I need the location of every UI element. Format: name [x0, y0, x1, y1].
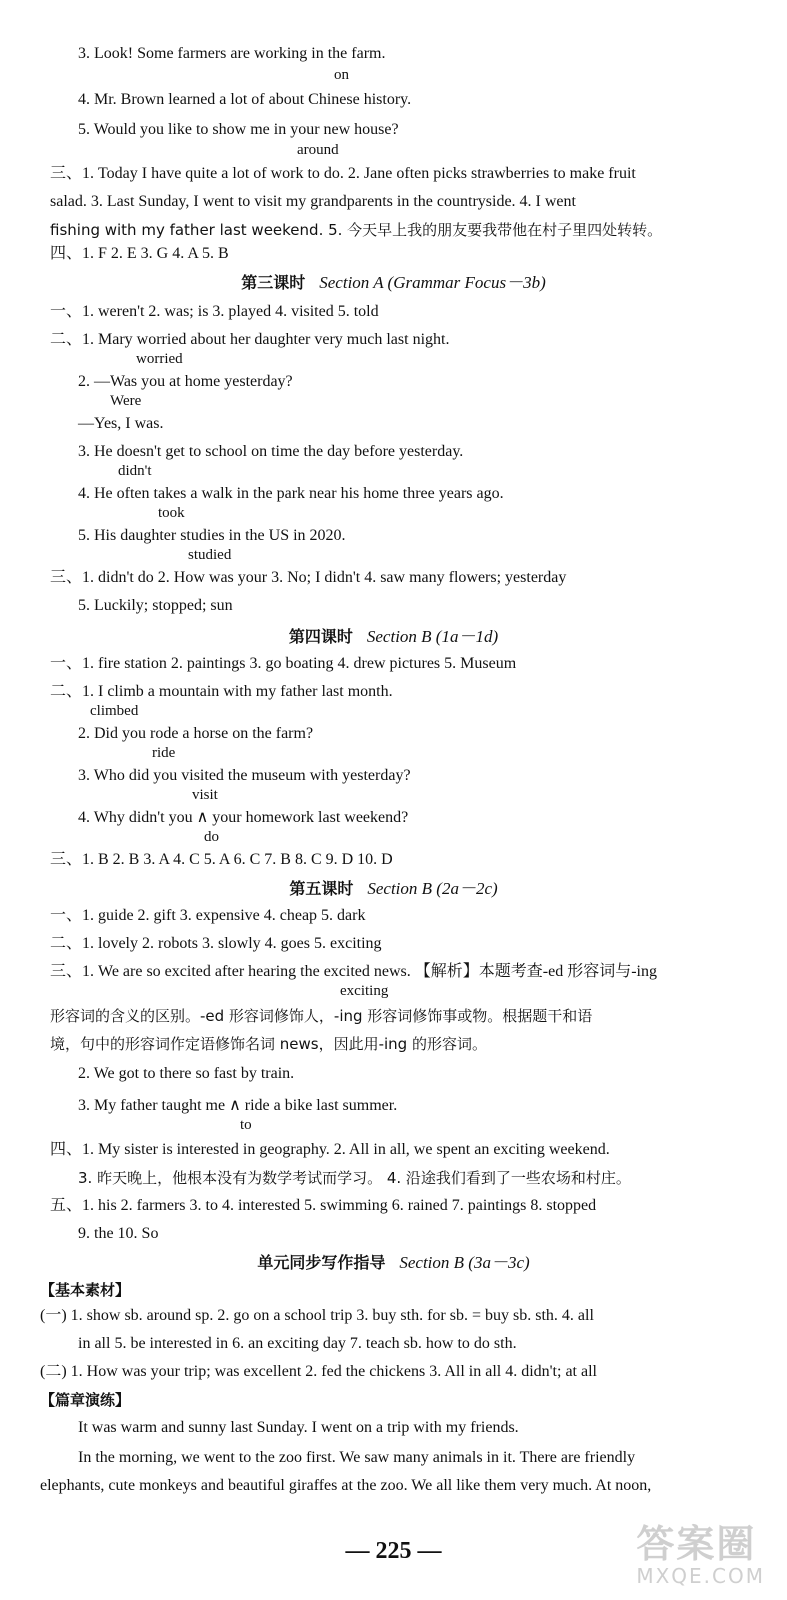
correction-around: around: [297, 142, 339, 158]
l4-part1: 一、1. fire station 2. paintings 3. go boating 4. drew pictures 5. Museum: [50, 655, 517, 672]
passage-line3: elephants, cute monkeys and beautiful giraffes at the zoo. We all like them very much. At noon,: [40, 1477, 652, 1494]
watermark-bottom: MXQE.COM: [636, 1564, 765, 1588]
lesson5-heading: [0, 878, 787, 900]
lesson5-heading-en: Section B (2a－2c): [367, 879, 498, 898]
l3-part3-line1: 三、1. didn't do 2. How was your 3. No; I didn't 4. saw many flowers; yesterday: [50, 569, 567, 586]
basic-material-title: 【基本素材】: [40, 1281, 131, 1299]
line-5-show: 5. Would you like to show me in your new house?: [78, 121, 399, 138]
l5-analysis-line2: 境，句中的形容词作定语修饰名词 news，因此用-ing 的形容词。: [50, 1035, 487, 1053]
material-part1-line1: (一) 1. show sb. around sp. 2. go on a school trip 3. buy sth. for sb. = buy sb. sth. 4. all: [40, 1307, 594, 1324]
l5-analysis-line1: 形容词的含义的区别。-ed 形容词修饰人，-ing 形容词修饰事或物。根据题干和语: [50, 1007, 593, 1025]
passage-line2: In the morning, we went to the zoo first. We saw many animals in it. There are friendly: [78, 1449, 636, 1466]
material-part2-line1: (二) 1. How was your trip; was excellent 2. fed the chickens 3. All in all 4. didn't; at all: [40, 1363, 597, 1380]
lesson3-heading: [0, 272, 787, 294]
l4-part2-q3: 3. Who did you visited the museum with yesterday?: [78, 767, 411, 784]
lesson5-heading-cn: 第五课时: [289, 879, 354, 898]
lesson4-heading-en: Section B (1a－1d): [366, 627, 499, 646]
section3-line3: fishing with my father last weekend. 5. 今天早上我的朋友要我带他在村子里四处转转。: [50, 221, 663, 239]
passage-line1: It was warm and sunny last Sunday. I went on a trip with my friends.: [78, 1419, 519, 1436]
writing-heading-en: Section B (3a－3c): [399, 1253, 530, 1272]
l3-correction-5: studied: [188, 547, 232, 563]
l5-correction-3: to: [240, 1117, 252, 1133]
l5-part4-line2: 3. 昨天晚上，他根本没有为数学考试而学习。 4. 沿途我们看到了一些农场和村庄。: [78, 1169, 631, 1187]
l4-part2-q4: 4. Why didn't you ∧ your homework last weekend?: [78, 809, 409, 826]
l3-part2-q5: 5. His daughter studies in the US in 2020.: [78, 527, 346, 544]
l3-part1: 一、1. weren't 2. was; is 3. played 4. visited 5. told: [50, 303, 379, 320]
page-number: — 225 —: [345, 1538, 442, 1564]
l3-correction-1: worried: [136, 351, 183, 367]
watermark-logo: [636, 1524, 765, 1588]
l5-part5-line2: 9. the 10. So: [78, 1225, 159, 1242]
l3-part2-q4: 4. He often takes a walk in the park near his home three years ago.: [78, 485, 504, 502]
l3-part2-q2: 2. —Was you at home yesterday?: [78, 373, 293, 390]
section4-answers: 四、1. F 2. E 3. G 4. A 5. B: [50, 245, 229, 262]
l5-part3-q1: 三、1. We are so excited after hearing the excited news. 【解析】本题考查-ed 形容词与-ing: [50, 963, 657, 980]
writing-heading: [0, 1252, 787, 1274]
correction-on: on: [334, 67, 349, 83]
lesson3-heading-cn: 第三课时: [241, 273, 306, 292]
material-part1-line2: in all 5. be interested in 6. an exciting day 7. teach sb. how to do sth.: [78, 1335, 517, 1352]
l5-part5-line1: 五、1. his 2. farmers 3. to 4. interested 5. swimming 6. rained 7. paintings 8. stopped: [50, 1197, 597, 1214]
l3-correction-2: Were: [110, 393, 142, 409]
l4-part3: 三、1. B 2. B 3. A 4. C 5. A 6. C 7. B 8. C 9. D 10. D: [50, 851, 393, 868]
l3-part2-q3: 3. He doesn't get to school on time the day before yesterday.: [78, 443, 464, 460]
l4-correction-3: visit: [192, 787, 218, 803]
l5-part3-q3: 3. My father taught me ∧ ride a bike last summer.: [78, 1097, 398, 1114]
line-4-brown: 4. Mr. Brown learned a lot of about Chinese history.: [78, 91, 412, 108]
l5-part1: 一、1. guide 2. gift 3. expensive 4. cheap 5. dark: [50, 907, 366, 924]
l4-part2-q2: 2. Did you rode a horse on the farm?: [78, 725, 314, 742]
section3-line1: 三、1. Today I have quite a lot of work to do. 2. Jane often picks strawberries to make fruit: [50, 165, 636, 182]
l5-correction-1: exciting: [340, 983, 389, 999]
l3-correction-3: didn't: [118, 463, 152, 479]
writing-heading-cn: 单元同步写作指导: [257, 1253, 386, 1272]
l5-part3-q2: 2. We got to there so fast by train.: [78, 1065, 295, 1082]
l5-part2: 二、1. lovely 2. robots 3. slowly 4. goes 5. exciting: [50, 935, 382, 952]
l3-part3-line2: 5. Luckily; stopped; sun: [78, 597, 233, 614]
l4-part2-q1: 二、1. I climb a mountain with my father last month.: [50, 683, 393, 700]
l3-part2-q2-reply: —Yes, I was.: [78, 415, 164, 432]
lesson4-heading: [0, 626, 787, 648]
lesson4-heading-cn: 第四课时: [288, 627, 353, 646]
l4-correction-2: ride: [152, 745, 176, 761]
l4-correction-1: climbed: [90, 703, 139, 719]
l5-part4-line1: 四、1. My sister is interested in geography. 2. All in all, we spent an exciting weekend.: [50, 1141, 610, 1158]
passage-practice-title: 【篇章演练】: [40, 1391, 131, 1409]
l3-correction-4: took: [158, 505, 185, 521]
l4-correction-4: do: [204, 829, 219, 845]
section3-line2: salad. 3. Last Sunday, I went to visit my grandparents in the countryside. 4. I went: [50, 193, 576, 210]
lesson3-heading-en: Section A (Grammar Focus－3b): [319, 273, 546, 292]
watermark-top: 答案圈: [636, 1522, 757, 1566]
l3-part2-q1: 二、1. Mary worried about her daughter very much last night.: [50, 331, 450, 348]
line-3-look: 3. Look! Some farmers are working in the farm.: [78, 45, 386, 62]
